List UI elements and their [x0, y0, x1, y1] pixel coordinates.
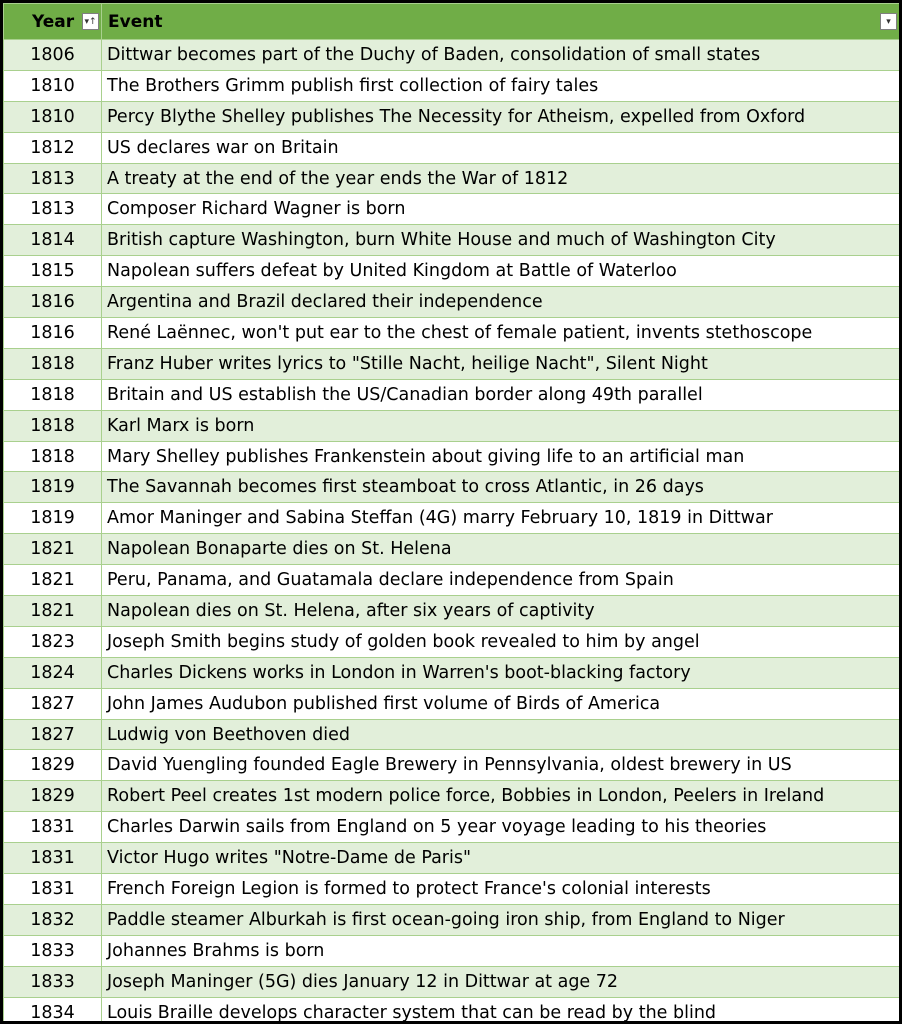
table-row: [4, 503, 900, 534]
header-row: [4, 4, 900, 40]
year-cell[interactable]: 1823: [4, 626, 102, 657]
column-header-event-label: Event: [108, 11, 163, 32]
table-body: [4, 40, 900, 1024]
table-row: [4, 843, 900, 874]
table-row: [4, 318, 900, 349]
event-cell[interactable]: Paddle steamer Alburkah is first ocean-going iron ship, from England to Niger: [102, 904, 900, 935]
year-cell[interactable]: 1815: [4, 256, 102, 287]
event-cell[interactable]: French Foreign Legion is formed to protect France's colonial interests: [102, 874, 900, 905]
event-cell[interactable]: Louis Braille develops character system that can be read by the blind: [102, 997, 900, 1024]
table-header: [4, 4, 900, 40]
event-cell[interactable]: Britain and US establish the US/Canadian border along 49th parallel: [102, 379, 900, 410]
year-cell[interactable]: 1816: [4, 318, 102, 349]
table-row: [4, 596, 900, 627]
table-row: [4, 70, 900, 101]
year-cell[interactable]: 1833: [4, 935, 102, 966]
event-cell[interactable]: Napolean suffers defeat by United Kingdom at Battle of Waterloo: [102, 256, 900, 287]
table-row: [4, 565, 900, 596]
event-cell[interactable]: Amor Maninger and Sabina Steffan (4G) marry February 10, 1819 in Dittwar: [102, 503, 900, 534]
event-cell[interactable]: Argentina and Brazil declared their independence: [102, 287, 900, 318]
year-cell[interactable]: 1834: [4, 997, 102, 1024]
event-cell[interactable]: The Savannah becomes first steamboat to cross Atlantic, in 26 days: [102, 472, 900, 503]
event-cell[interactable]: The Brothers Grimm publish first collection of fairy tales: [102, 70, 900, 101]
event-cell[interactable]: Napolean Bonaparte dies on St. Helena: [102, 534, 900, 565]
year-cell[interactable]: 1806: [4, 40, 102, 71]
event-cell[interactable]: Mary Shelley publishes Frankenstein about giving life to an artificial man: [102, 441, 900, 472]
column-header-year-label: Year: [32, 11, 75, 32]
year-cell[interactable]: 1812: [4, 132, 102, 163]
table-row: [4, 781, 900, 812]
table-row: [4, 626, 900, 657]
event-cell[interactable]: Charles Darwin sails from England on 5 year voyage leading to his theories: [102, 812, 900, 843]
year-cell[interactable]: 1810: [4, 70, 102, 101]
event-cell[interactable]: Johannes Brahms is born: [102, 935, 900, 966]
table-row: [4, 379, 900, 410]
table-row: [4, 287, 900, 318]
table-row: [4, 688, 900, 719]
table-row: [4, 966, 900, 997]
year-cell[interactable]: 1816: [4, 287, 102, 318]
table-row: [4, 256, 900, 287]
event-cell[interactable]: John James Audubon published first volume of Birds of America: [102, 688, 900, 719]
year-cell[interactable]: 1814: [4, 225, 102, 256]
event-cell[interactable]: Napolean dies on St. Helena, after six years of captivity: [102, 596, 900, 627]
year-cell[interactable]: 1821: [4, 534, 102, 565]
year-cell[interactable]: 1818: [4, 348, 102, 379]
year-cell[interactable]: 1827: [4, 688, 102, 719]
event-cell[interactable]: US declares war on Britain: [102, 132, 900, 163]
year-cell[interactable]: 1821: [4, 596, 102, 627]
event-cell[interactable]: Composer Richard Wagner is born: [102, 194, 900, 225]
event-cell[interactable]: Franz Huber writes lyrics to "Stille Nacht, heilige Nacht", Silent Night: [102, 348, 900, 379]
year-cell[interactable]: 1833: [4, 966, 102, 997]
year-cell[interactable]: 1829: [4, 781, 102, 812]
event-cell[interactable]: Charles Dickens works in London in Warren's boot-blacking factory: [102, 657, 900, 688]
table-row: [4, 874, 900, 905]
year-cell[interactable]: 1818: [4, 379, 102, 410]
table-row: [4, 935, 900, 966]
year-cell[interactable]: 1831: [4, 874, 102, 905]
year-cell[interactable]: 1829: [4, 750, 102, 781]
year-cell[interactable]: 1824: [4, 657, 102, 688]
year-cell[interactable]: 1827: [4, 719, 102, 750]
event-cell[interactable]: David Yuengling founded Eagle Brewery in Pennsylvania, oldest brewery in US: [102, 750, 900, 781]
event-cell[interactable]: A treaty at the end of the year ends the War of 1812: [102, 163, 900, 194]
table-row: [4, 225, 900, 256]
table-row: [4, 194, 900, 225]
year-cell[interactable]: 1821: [4, 565, 102, 596]
events-table: [3, 3, 900, 1024]
table-row: [4, 904, 900, 935]
year-cell[interactable]: 1819: [4, 472, 102, 503]
event-cell[interactable]: British capture Washington, burn White House and much of Washington City: [102, 225, 900, 256]
year-cell[interactable]: 1818: [4, 410, 102, 441]
table-row: [4, 40, 900, 71]
table-row: [4, 348, 900, 379]
year-cell[interactable]: 1832: [4, 904, 102, 935]
table-row: [4, 657, 900, 688]
event-cell[interactable]: Joseph Maninger (5G) dies January 12 in Dittwar at age 72: [102, 966, 900, 997]
year-cell[interactable]: 1831: [4, 812, 102, 843]
event-cell[interactable]: Victor Hugo writes "Notre-Dame de Paris": [102, 843, 900, 874]
event-cell[interactable]: René Laënnec, won't put ear to the chest of female patient, invents stethoscope: [102, 318, 900, 349]
year-cell[interactable]: 1810: [4, 101, 102, 132]
column-header-year: [4, 4, 102, 40]
table-row: [4, 163, 900, 194]
column-header-event: [102, 4, 900, 40]
year-cell[interactable]: 1813: [4, 194, 102, 225]
table-row: [4, 719, 900, 750]
dropdown-filter-icon[interactable]: ▾: [880, 13, 897, 30]
year-cell[interactable]: 1813: [4, 163, 102, 194]
event-cell[interactable]: Robert Peel creates 1st modern police force, Bobbies in London, Peelers in Ireland: [102, 781, 900, 812]
event-cell[interactable]: Ludwig von Beethoven died: [102, 719, 900, 750]
sort-ascending-filter-icon[interactable]: ▾↑: [82, 13, 99, 30]
table-row: [4, 101, 900, 132]
table-row: [4, 132, 900, 163]
table-row: [4, 472, 900, 503]
table-row: [4, 750, 900, 781]
event-cell[interactable]: Peru, Panama, and Guatamala declare independence from Spain: [102, 565, 900, 596]
table-row: [4, 534, 900, 565]
year-cell[interactable]: 1819: [4, 503, 102, 534]
event-cell[interactable]: Dittwar becomes part of the Duchy of Baden, consolidation of small states: [102, 40, 900, 71]
event-cell[interactable]: Joseph Smith begins study of golden book revealed to him by angel: [102, 626, 900, 657]
event-cell[interactable]: Karl Marx is born: [102, 410, 900, 441]
year-cell[interactable]: 1831: [4, 843, 102, 874]
table-row: [4, 812, 900, 843]
event-cell[interactable]: Percy Blythe Shelley publishes The Necessity for Atheism, expelled from Oxford: [102, 101, 900, 132]
table-row: [4, 410, 900, 441]
year-cell[interactable]: 1818: [4, 441, 102, 472]
table-row: [4, 997, 900, 1024]
table-row: [4, 441, 900, 472]
